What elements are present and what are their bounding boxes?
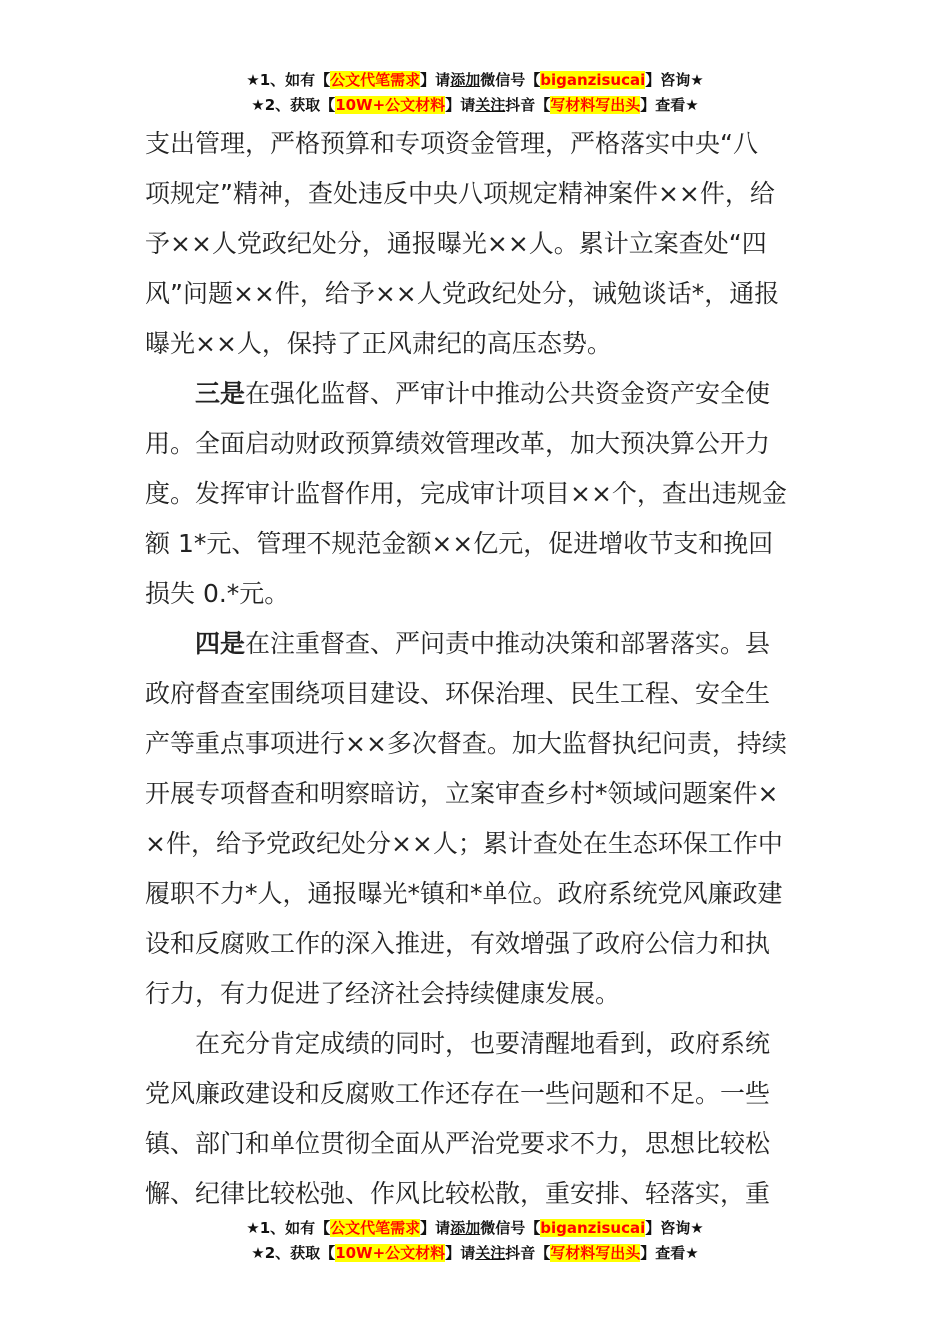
banner-line-2 xyxy=(0,93,950,118)
text-line: 党风廉政建设和反腐败工作还存在一些问题和不足。一些 xyxy=(145,1079,771,1108)
banner-text: ★1、如有【 xyxy=(246,71,331,89)
banner-underline: 关注 xyxy=(475,1244,506,1262)
banner-highlight: 公文代笔需求 xyxy=(330,1219,421,1237)
banner-text: 微信号【 xyxy=(480,1219,541,1237)
text-line: 履职不力*人，通报曝光*镇和*单位。政府系统党风廉政建 xyxy=(145,879,783,908)
banner-text: 】咨询★ xyxy=(645,71,704,89)
banner-text: 抖音【 xyxy=(505,1244,551,1262)
banner-underline: 关注 xyxy=(475,96,506,114)
banner-underline: 添加 xyxy=(450,71,481,89)
text-line xyxy=(145,369,807,419)
banner-highlight: 公文代笔需求 xyxy=(330,71,421,89)
text-line: 支出管理，严格预算和专项资金管理，严格落实中央“八 xyxy=(145,129,758,158)
banner-text: ★1、如有【 xyxy=(246,1219,331,1237)
banner-text: 】请 xyxy=(445,1244,476,1262)
paragraph-2 xyxy=(145,369,807,619)
banner-highlight: 写材料写出头 xyxy=(550,1244,641,1262)
text-line: 懈、纪律比较松弛、作风比较松散，重安排、轻落实，重 xyxy=(145,1179,771,1208)
bottom-banner xyxy=(0,1216,950,1266)
banner-text: 】请 xyxy=(420,71,451,89)
text-line: 予××人党政纪处分，通报曝光××人。累计立案查处“四 xyxy=(145,229,767,258)
document-body xyxy=(145,119,807,1219)
text-line: 政府督查室围绕项目建设、环保治理、民生工程、安全生 xyxy=(145,679,771,708)
paragraph-4 xyxy=(145,1019,807,1219)
text-line: ×件，给予党政纪处分××人；累计查处在生态环保工作中 xyxy=(145,829,783,858)
banner-text: ★2、获取【 xyxy=(251,96,336,114)
banner-highlight: 10W+公文材料 xyxy=(335,96,446,114)
banner-text: 】请 xyxy=(445,96,476,114)
text-line: 项规定”精神，查处违反中央八项规定精神案件××件，给 xyxy=(145,179,775,208)
text-line: 度。发挥审计监督作用，完成审计项目××个，查出违规金 xyxy=(145,479,787,508)
banner-text: 】查看★ xyxy=(640,96,699,114)
banner-highlight: 10W+公文材料 xyxy=(335,1244,446,1262)
text-line: 曝光××人，保持了正风肃纪的高压态势。 xyxy=(145,329,612,358)
text-line: 在充分肯定成绩的同时，也要清醒地看到，政府系统 xyxy=(195,1029,771,1058)
text-run: 在注重督查、严问责中推动决策和部署落实。县 xyxy=(245,629,771,658)
banner-highlight: 写材料写出头 xyxy=(550,96,641,114)
top-banner xyxy=(0,68,950,118)
text-line: 风”问题××件，给予××人党政纪处分，诫勉谈话*，通报 xyxy=(145,279,780,308)
text-line: 开展专项督查和明察暗访，立案审查乡村*领域问题案件× xyxy=(145,779,779,808)
text-line: 损失 0.*元。 xyxy=(145,579,290,608)
banner-underline: 添加 xyxy=(450,1219,481,1237)
banner-text: ★2、获取【 xyxy=(251,1244,336,1262)
text-run: 在强化监督、严审计中推动公共资金资产安全使 xyxy=(245,379,771,408)
banner-highlight: biganzisucai xyxy=(540,1219,646,1237)
banner-highlight: biganzisucai xyxy=(540,71,646,89)
text-line xyxy=(145,619,807,669)
banner-text: 】咨询★ xyxy=(645,1219,704,1237)
paragraph-3 xyxy=(145,619,807,1019)
banner-text: 】查看★ xyxy=(640,1244,699,1262)
paragraph-lead: 四是 xyxy=(195,629,246,658)
banner-line-2 xyxy=(0,1241,950,1266)
banner-text: 抖音【 xyxy=(505,96,551,114)
text-line: 用。全面启动财政预算绩效管理改革，加大预决算公开力 xyxy=(145,429,771,458)
paragraph-lead: 三是 xyxy=(195,379,246,408)
banner-text: 】请 xyxy=(420,1219,451,1237)
text-line: 设和反腐败工作的深入推进，有效增强了政府公信力和执 xyxy=(145,929,771,958)
banner-line-1 xyxy=(0,1216,950,1241)
text-line: 额 1*元、管理不规范金额××亿元，促进增收节支和挽回 xyxy=(145,529,774,558)
text-line: 行力，有力促进了经济社会持续健康发展。 xyxy=(145,979,621,1008)
banner-line-1 xyxy=(0,68,950,93)
paragraph-1 xyxy=(145,119,807,369)
text-line: 产等重点事项进行××多次督查。加大监督执纪问责，持续 xyxy=(145,729,787,758)
banner-text: 微信号【 xyxy=(480,71,541,89)
text-line: 镇、部门和单位贯彻全面从严治党要求不力，思想比较松 xyxy=(145,1129,771,1158)
